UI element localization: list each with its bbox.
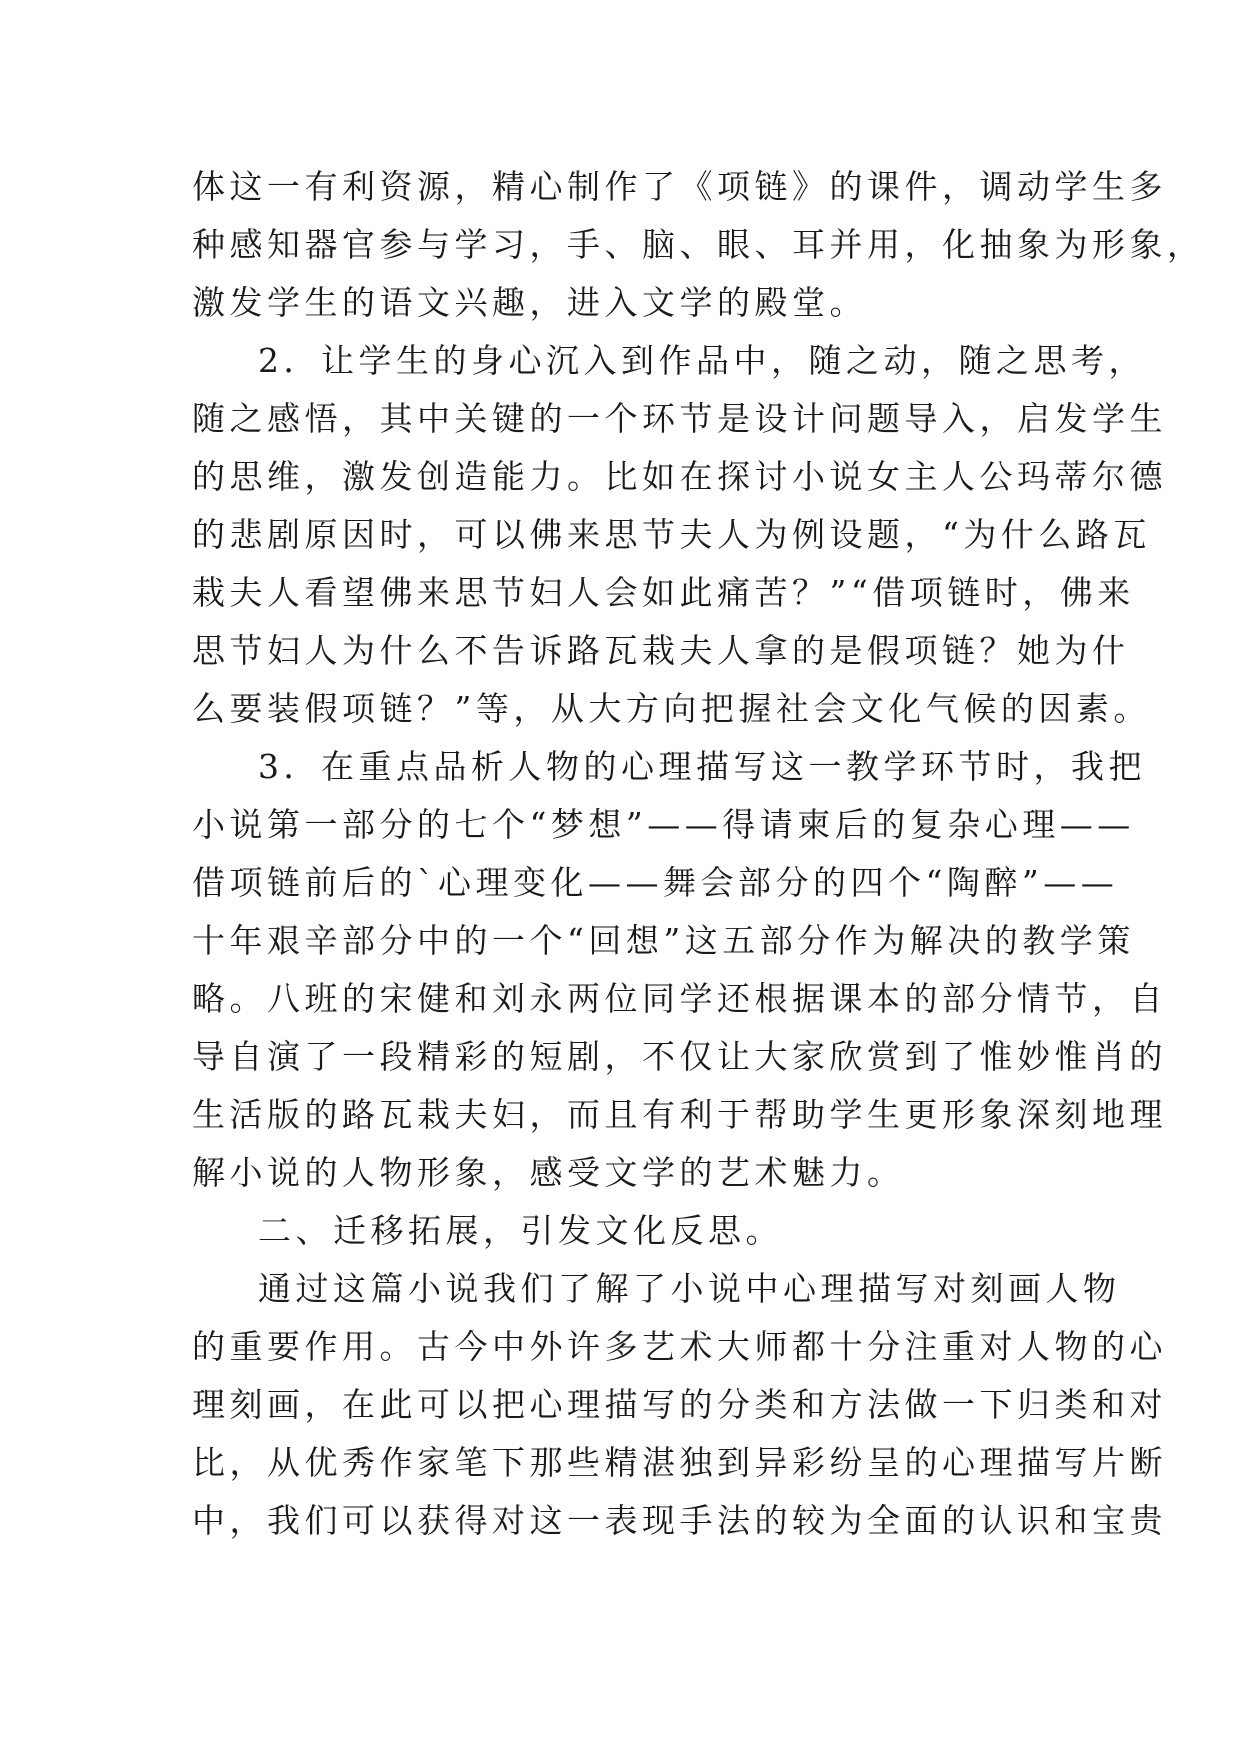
text-line: 2．让学生的身心沉入到作品中，随之动，随之思考， [258, 341, 1146, 380]
text-line: 栽夫人看望佛来思节妇人会如此痛苦？”“借项链时，佛来 [192, 573, 1135, 612]
text-line: 十年艰辛部分中的一个“回想”这五部分作为解决的教学策 [192, 921, 1135, 960]
text-line: 3．在重点品析人物的心理描写这一教学环节时，我把 [258, 747, 1146, 786]
body-text [192, 158, 1205, 1550]
text-line: 体这一有利资源，精心制作了《项链》的课件，调动学生多 [192, 167, 1167, 206]
text-line: 二、迁移拓展，引发文化反思。 [258, 1211, 783, 1250]
text-line: 的思维，激发创造能力。比如在探讨小说女主人公玛蒂尔德 [192, 457, 1167, 496]
text-line: 随之感悟，其中关键的一个环节是设计问题导入，启发学生 [192, 399, 1167, 438]
text-line: 略。八班的宋健和刘永两位同学还根据课本的部分情节，自 [192, 979, 1167, 1018]
text-line: 生活版的路瓦栽夫妇，而且有利于帮助学生更形象深刻地理 [192, 1095, 1167, 1134]
text-line: 中，我们可以获得对这一表现手法的较为全面的认识和宝贵 [192, 1501, 1167, 1540]
text-line: 么要装假项链？”等，从大方向把握社会文化气候的因素。 [192, 689, 1151, 728]
text-line: 的重要作用。古今中外许多艺术大师都十分注重对人物的心 [192, 1327, 1167, 1366]
text-line: 解小说的人物形象，感受文学的艺术魅力。 [192, 1153, 905, 1192]
text-line: 的悲剧原因时，可以佛来思节夫人为例设题，“为什么路瓦 [192, 515, 1151, 554]
text-line: 通过这篇小说我们了解了小说中心理描写对刻画人物 [258, 1269, 1121, 1308]
text-line: 导自演了一段精彩的短剧，不仅让大家欣赏到了惟妙惟肖的 [192, 1037, 1167, 1076]
text-line: 小说第一部分的七个“梦想”——得请柬后的复杂心理—— [192, 805, 1135, 844]
text-line: 激发学生的语文兴趣，进入文学的殿堂。 [192, 283, 867, 322]
text-line: 借项链前后的`心理变化——舞会部分的四个“陶醉”—— [192, 863, 1119, 902]
text-line: 理刻画，在此可以把心理描写的分类和方法做一下归类和对 [192, 1385, 1167, 1424]
text-line: 比，从优秀作家笔下那些精湛独到异彩纷呈的心理描写片断 [192, 1443, 1167, 1482]
text-line: 种感知器官参与学习，手、脑、眼、耳并用，化抽象为形象， [192, 225, 1205, 264]
text-line: 思节妇人为什么不告诉路瓦栽夫人拿的是假项链？她为什 [192, 631, 1130, 670]
